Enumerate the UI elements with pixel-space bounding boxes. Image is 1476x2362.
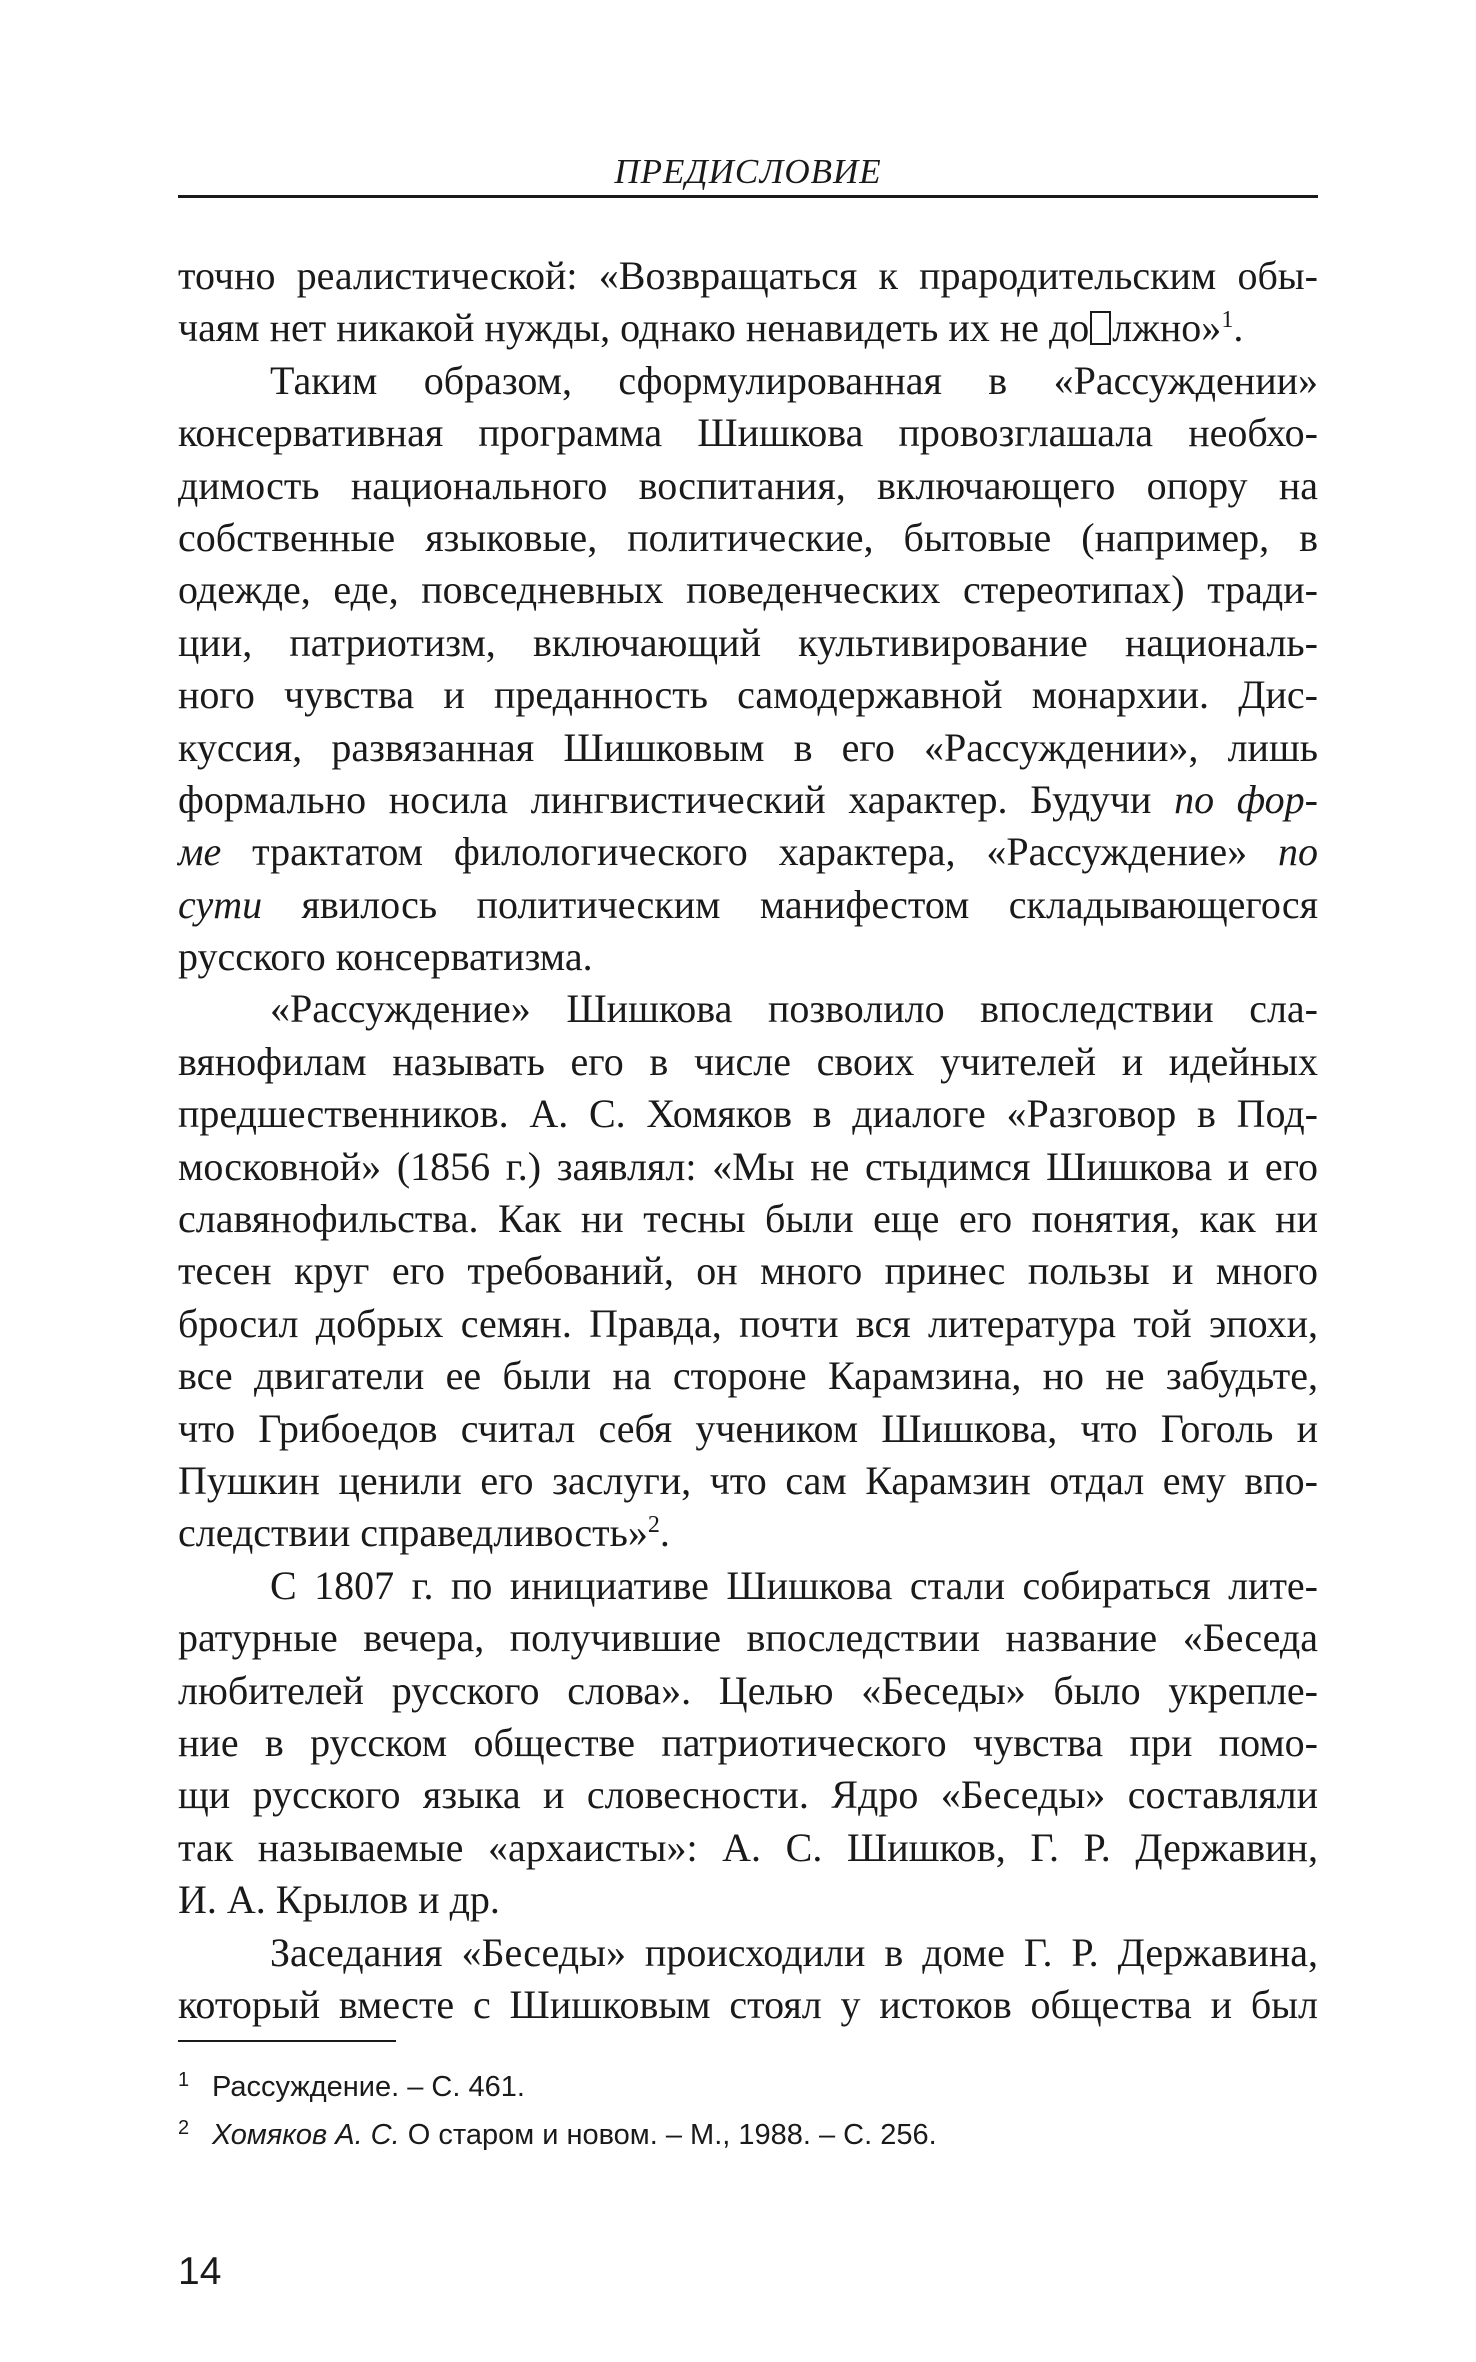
text-line: тесен круг его требований, он много принес пользы и много <box>178 1248 1318 1294</box>
text-line: формально носила лингвистический характер. Будучи по фор- <box>178 776 1318 822</box>
text-line: который вместе с Шишковым стоял у истоков общества и был <box>178 1981 1318 2027</box>
text-line: Таким образом, сформулированная в «Рассуждении» <box>270 357 1318 403</box>
footnote-text: Рассуждение. – С. 461. <box>212 2071 525 2103</box>
text-line: любителей русского слова». Целью «Беседы» было укрепле- <box>178 1667 1318 1713</box>
footnote-rule <box>178 2040 396 2042</box>
text-line: ме трактатом филологического характера, «Рассуждение» по <box>178 829 1318 875</box>
running-head-rule <box>178 195 1318 198</box>
text-line: сути явилось политическим манифестом складывающегося <box>178 881 1318 927</box>
text-line: одежде, еде, повседневных поведенческих стереотипах) тради- <box>178 567 1318 613</box>
text-line: И. А. Крылов и др. <box>178 1877 500 1923</box>
main-text <box>178 250 1318 2031</box>
footnote-number: 1 <box>178 2069 190 2091</box>
text-line: так называемые «архаисты»: А. С. Шишков, Г. Р. Державин, <box>178 1824 1318 1870</box>
text-line: вянофилам называть его в числе своих учителей и идейных <box>178 1038 1318 1084</box>
text-line: русского консерватизма. <box>178 934 593 980</box>
italic-text: сути <box>178 881 263 927</box>
footnote-ref: 1 <box>1221 307 1234 334</box>
paragraph <box>178 355 1318 984</box>
footnote <box>178 2056 1318 2104</box>
text-line: все двигатели ее были на стороне Карамзина, но не забудьте, <box>178 1353 1318 1399</box>
text-line: чаям нет никакой нужды, однако ненавидеть их не до лжно»$^1$. <box>178 305 1244 351</box>
footnote <box>178 2104 1318 2152</box>
text-line: щи русского языка и словесности. Ядро «Беседы» составляли <box>178 1772 1318 1818</box>
text-line: предшественников. А. С. Хомяков в диалоге «Разговор в Под- <box>178 1091 1318 1137</box>
footnote-author: Хомяков А. С. <box>212 2119 400 2151</box>
text-line: С 1807 г. по инициативе Шишкова стали собираться лите- <box>270 1562 1318 1608</box>
text-line: ние в русском обществе патриотического чувства при помо- <box>178 1719 1318 1765</box>
italic-text: по <box>1278 829 1318 875</box>
paragraph <box>178 250 1318 355</box>
text-line: славянофильства. Как ни тесны были еще его понятия, как ни <box>178 1196 1318 1242</box>
footnote-text: О старом и новом. – М., 1988. – С. 256. <box>399 2119 937 2151</box>
text-line: димость национального воспитания, включающего опору на <box>178 462 1318 508</box>
missing-glyph-box <box>1090 311 1111 345</box>
text-line: следствии справедливость»$^2$. <box>178 1510 670 1556</box>
footnotes <box>178 2056 1318 2152</box>
text-line: московной» (1856 г.) заявлял: «Мы не стыдимся Шишкова и его <box>178 1143 1318 1189</box>
footnote-number: 2 <box>178 2117 190 2139</box>
text-line: «Рассуждение» Шишкова позволило впоследствии сла- <box>270 986 1318 1032</box>
text-line: консервативная программа Шишкова провозглашала необхо- <box>178 410 1318 456</box>
italic-text: по фор- <box>1174 776 1318 822</box>
paragraph <box>178 1560 1318 1927</box>
running-head: ПРЕДИСЛОВИЕ <box>614 152 882 191</box>
text-line: куссия, развязанная Шишковым в его «Рассуждении», лишь <box>178 724 1318 770</box>
paragraph <box>178 1927 1318 2032</box>
book-page <box>178 0 1318 2362</box>
text-line: что Грибоедов считал себя учеником Шишкова, что Гоголь и <box>178 1405 1318 1451</box>
paragraph <box>178 983 1318 1559</box>
page-number: 14 <box>178 2250 222 2293</box>
text-line: бросил добрых семян. Правда, почти вся литература той эпохи, <box>178 1300 1318 1346</box>
text-line: точно реалистической: «Возвращаться к прародительским обы- <box>178 253 1318 298</box>
text-line: ции, патриотизм, включающий культивирование националь- <box>178 619 1318 665</box>
italic-text: ме <box>178 829 222 875</box>
text-line: Заседания «Беседы» происходили в доме Г. Р. Державина, <box>270 1929 1318 1975</box>
text-line: Пушкин ценили его заслуги, что сам Карамзин отдал ему впо- <box>178 1457 1318 1503</box>
text-line: ратурные вечера, получившие впоследствии название «Беседа <box>178 1615 1318 1661</box>
text-line: собственные языковые, политические, бытовые (например, в <box>178 514 1318 560</box>
footnote-ref: 2 <box>647 1512 660 1539</box>
text-line: ного чувства и преданность самодержавной монархии. Дис- <box>178 672 1318 718</box>
